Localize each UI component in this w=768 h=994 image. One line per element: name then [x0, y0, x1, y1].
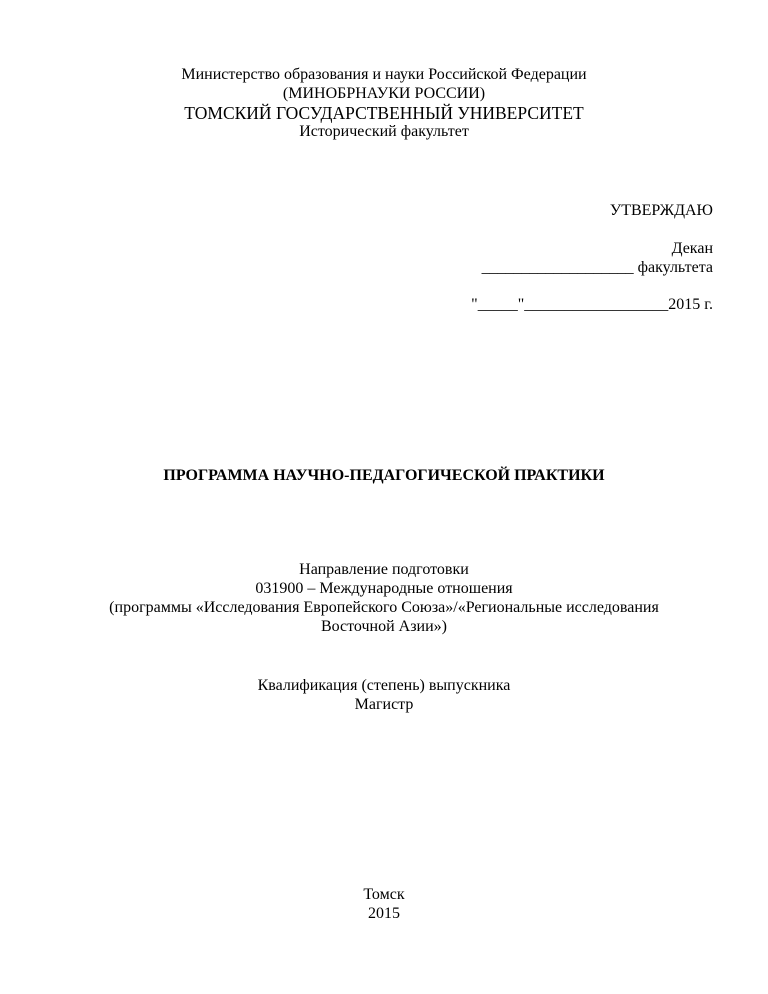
ministry-name: Министерство образования и науки Российской Федерации — [181, 66, 587, 83]
dean-signature-line: ___________________ факультета — [481, 259, 713, 276]
programs-line-1: (программы «Исследования Европейского Союза»/«Региональные исследования — [109, 599, 659, 616]
city: Томск — [363, 886, 405, 903]
direction-code: 031900 – Международные отношения — [255, 580, 513, 597]
qualification-value: Магистр — [354, 696, 414, 713]
programs-line-2: Восточной Азии») — [320, 618, 448, 635]
faculty-name: Исторический факультет — [299, 123, 469, 140]
ministry-abbreviation: (МИНОБРНАУКИ РОССИИ) — [282, 85, 486, 102]
approval-heading: УТВЕРЖДАЮ — [609, 202, 713, 219]
approval-date-line: "_____"__________________2015 г. — [471, 296, 713, 313]
direction-label: Направление подготовки — [299, 561, 469, 578]
university-name: ТОМСКИЙ ГОСУДАРСТВЕННЫЙ УНИВЕРСИТЕТ — [184, 103, 584, 123]
qualification-label: Квалификация (степень) выпускника — [257, 677, 511, 694]
dean-label: Декан — [671, 240, 713, 257]
year: 2015 — [368, 905, 400, 922]
document-title: ПРОГРАММА НАУЧНО-ПЕДАГОГИЧЕСКОЙ ПРАКТИКИ — [163, 467, 605, 484]
